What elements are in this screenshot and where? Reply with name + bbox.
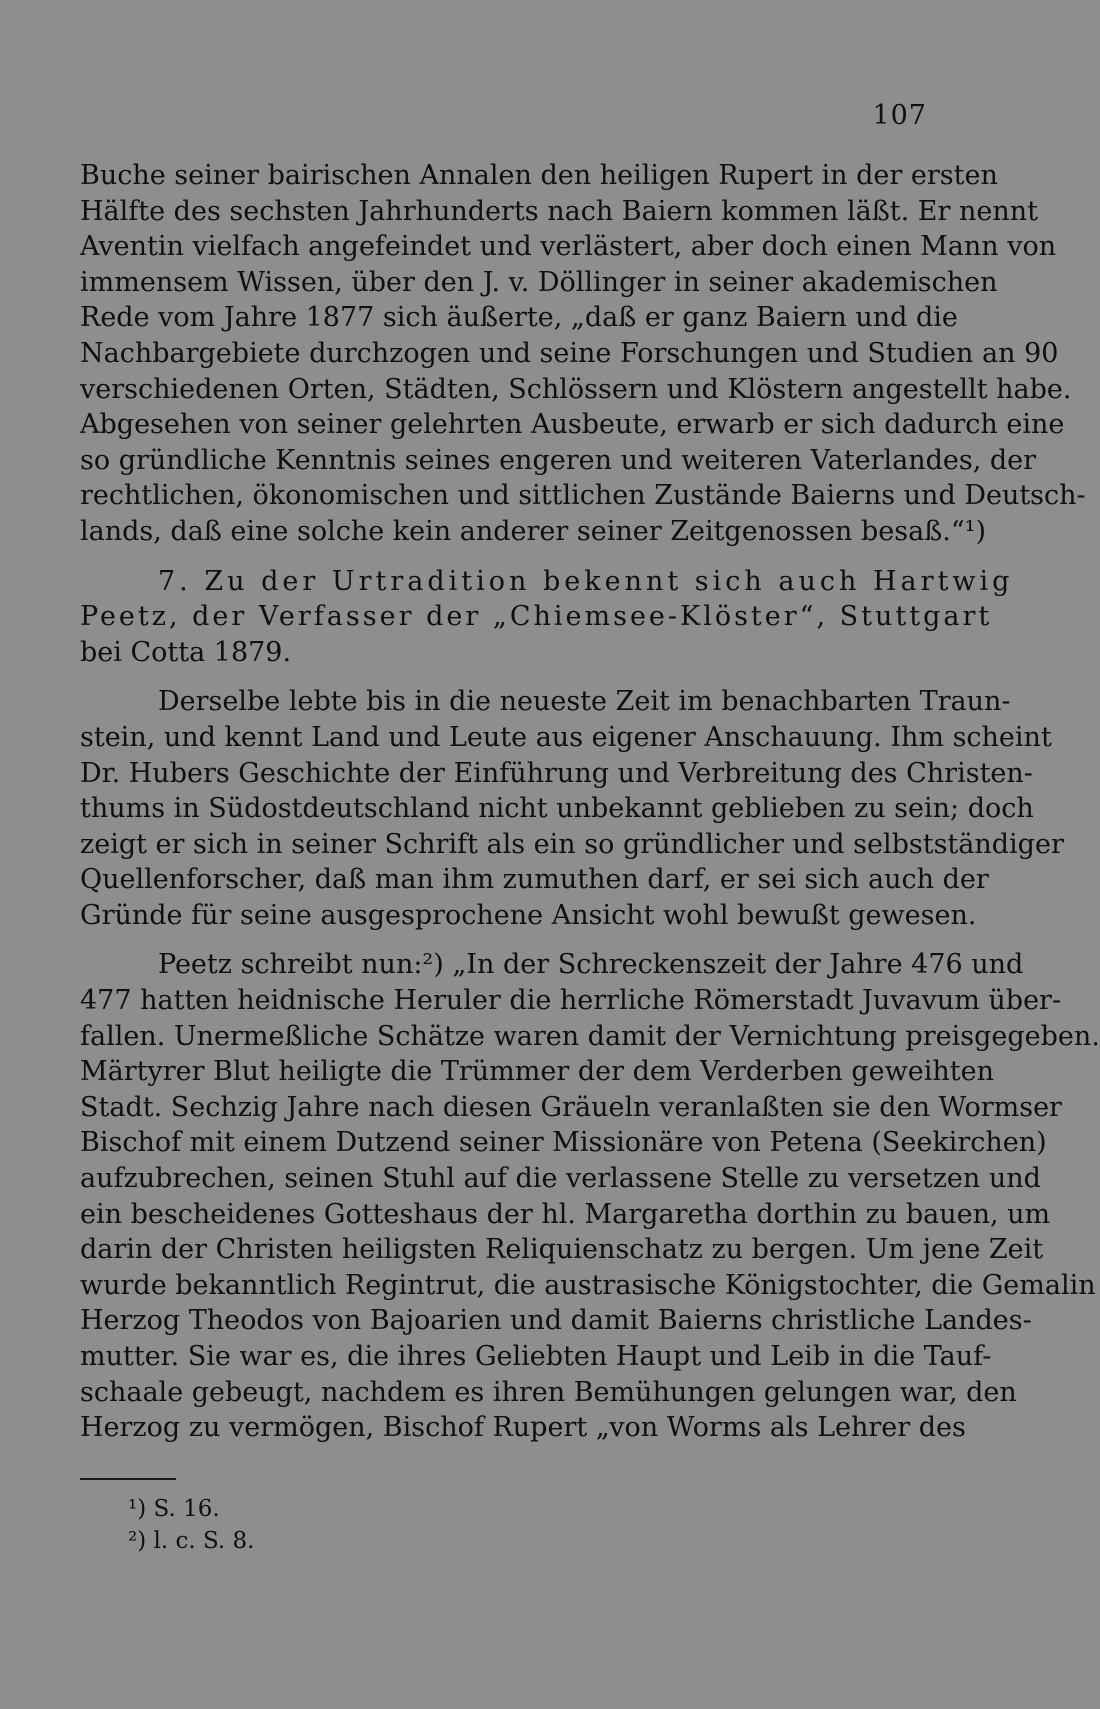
footnotes <box>128 1493 255 1557</box>
text-line: Nachbargebiete durchzogen und seine Forschungen und Studien an 90 <box>80 337 1059 369</box>
footnote-divider <box>80 1478 176 1480</box>
text-line: wurde bekanntlich Regintrut, die austrasische Königstochter, die Gemalin <box>80 1269 1096 1301</box>
body-text <box>80 158 1100 1446</box>
text-line: Peetz, der Verfasser der „Chiemsee-Klöster“, Stuttgart <box>80 601 993 633</box>
text-line: mutter. Sie war es, die ihres Geliebten Haupt und Leib in die Tauf- <box>80 1341 992 1372</box>
text-line: Bischof mit einem Dutzend seiner Missionäre von Petena (Seekirchen) <box>80 1127 1047 1159</box>
text-line: schaale gebeugt, nachdem es ihren Bemühungen gelungen war, den <box>80 1376 1017 1408</box>
text-line: lands, daß eine solche kein anderer seiner Zeitgenossen besaß.“¹) <box>80 515 986 547</box>
text-line: so gründliche Kenntnis seines engeren und weiteren Vaterlandes, der <box>80 444 1037 476</box>
footnote-1: ¹) S. 16. <box>128 1496 220 1522</box>
text-line: Herzog zu vermögen, Bischof Rupert „von Worms als Lehrer des <box>80 1412 966 1444</box>
text-line: 477 hatten heidnische Heruler die herrliche Römerstadt Juvavum über- <box>80 985 1062 1017</box>
text-line: Buche seiner bairischen Annalen den heiligen Rupert in der ersten <box>80 160 998 191</box>
text-line: zeigt er sich in seiner Schrift als ein so gründlicher und selbstständiger <box>80 828 1064 860</box>
text-line: Gründe für seine ausgesprochene Ansicht wohl bewußt gewesen. <box>80 899 977 931</box>
text-line: Derselbe lebte bis in die neueste Zeit im benachbarten Traun- <box>158 686 1011 718</box>
text-line: 7. Zu der Urtradition bekennt sich auch Hartwig <box>158 565 1014 597</box>
text-line: Hälfte des sechsten Jahrhunderts nach Baiern kommen läßt. Er nennt <box>80 195 1038 227</box>
text-line: Dr. Hubers Geschichte der Einführung und Verbreitung des Christen- <box>80 757 1033 789</box>
paragraph-4 <box>80 947 1100 1445</box>
text-line: darin der Christen heiligsten Reliquienschatz zu bergen. Um jene Zeit <box>80 1234 1044 1266</box>
paragraph-3 <box>80 684 1064 933</box>
footnote-2: ²) l. c. S. 8. <box>128 1528 255 1554</box>
text-line: stein, und kennt Land und Leute aus eigener Anschauung. Ihm scheint <box>80 721 1052 753</box>
text-line: thums in Südostdeutschland nicht unbekannt geblieben zu sein; doch <box>80 793 1034 825</box>
text-line: Abgesehen von seiner gelehrten Ausbeute, erwarb er sich dadurch eine <box>80 409 1065 441</box>
text-line: immensem Wissen, über den J. v. Döllinger in seiner akademischen <box>80 266 998 298</box>
text-line: Peetz schreibt nun:²) „In der Schreckenszeit der Jahre 476 und <box>158 949 1024 981</box>
text-line: Quellenforscher, daß man ihm zumuthen darf, er sei sich auch der <box>80 864 989 896</box>
text-line: aufzubrechen, seinen Stuhl auf die verlassene Stelle zu versetzen und <box>80 1163 1041 1195</box>
text-line: verschiedenen Orten, Städten, Schlössern und Klöstern angestellt habe. <box>80 373 1072 405</box>
paragraph-2 <box>80 564 1014 671</box>
text-line: Stadt. Sechzig Jahre nach diesen Gräueln veranlaßten sie den Wormser <box>80 1091 1062 1123</box>
page-number: 107 <box>872 100 927 131</box>
text-line: rechtlichen, ökonomischen und sittlichen Zustände Baierns und Deutsch- <box>80 480 1086 512</box>
text-line: ein bescheidenes Gotteshaus der hl. Margaretha dorthin zu bauen, um <box>80 1198 1051 1230</box>
text-line: fallen. Unermeßliche Schätze waren damit der Vernichtung preisgegeben. <box>80 1020 1100 1052</box>
text-line: bei Cotta 1879. <box>80 636 292 668</box>
text-line: Aventin vielfach angefeindet und verlästert, aber doch einen Mann von <box>80 231 1057 263</box>
text-line: Herzog Theodos von Bajoarien und damit Baierns christliche Landes- <box>80 1305 1032 1337</box>
text-line: Rede vom Jahre 1877 sich äußerte, „daß er ganz Baiern und die <box>80 302 958 334</box>
text-line: Märtyrer Blut heiligte die Trümmer der dem Verderben geweihten <box>80 1056 994 1088</box>
paragraph-1 <box>80 158 1086 550</box>
